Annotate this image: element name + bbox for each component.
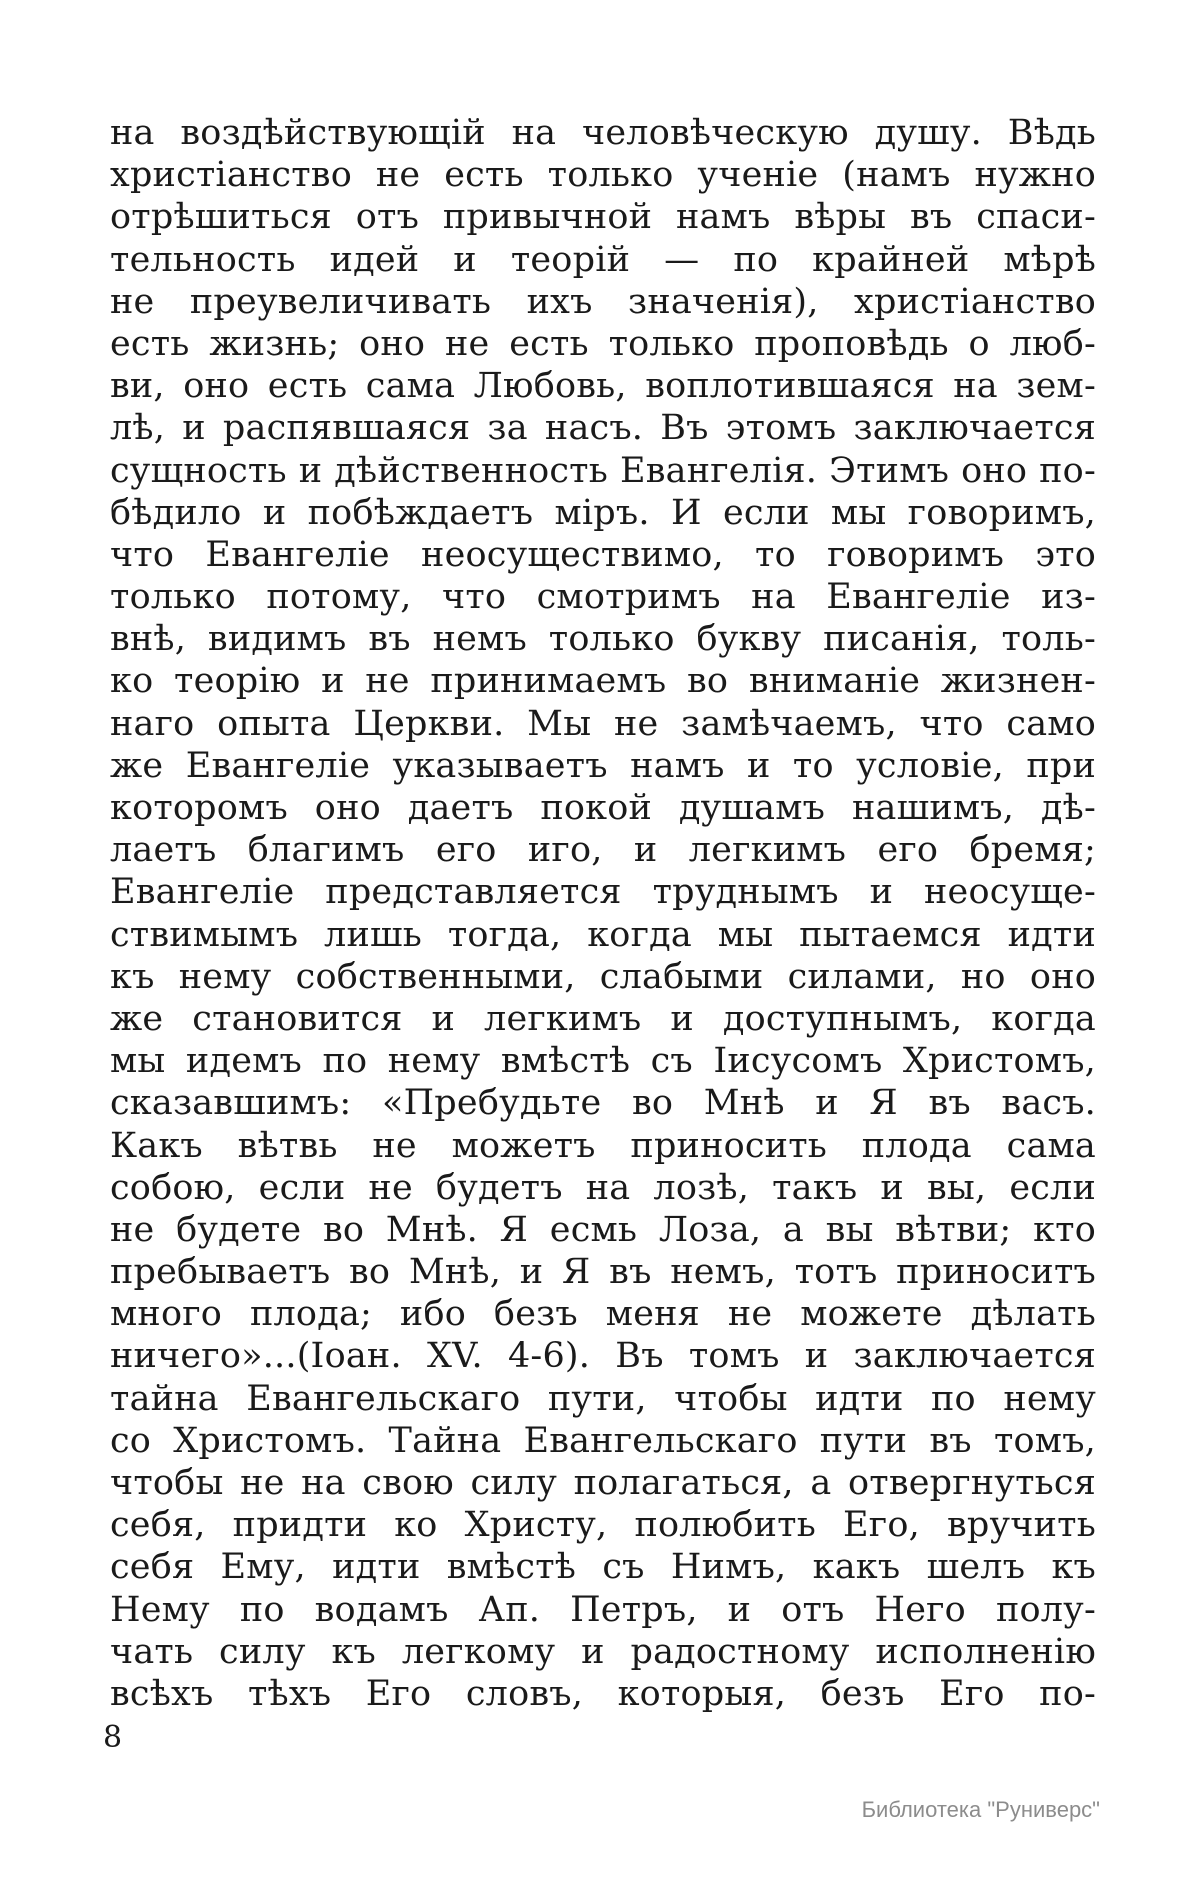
text-line: наго опыта Церкви. Мы не замѣчаемъ, что само — [110, 703, 1096, 744]
text-line: же Евангеліе указываетъ намъ и то условіе, при — [110, 745, 1096, 786]
text-line: ствимымъ лишь тогда, когда мы пытаемся идти — [110, 914, 1096, 955]
text-line: христіанство не есть только ученіе (намъ нужно — [110, 155, 1096, 196]
text-line: ничего»...(Іоан. XV. 4-6). Въ томъ и заключается — [110, 1336, 1096, 1377]
text-line: пребываетъ во Мнѣ, и Я въ немъ, тотъ приноситъ — [110, 1252, 1096, 1293]
text-line: отрѣшиться отъ привычной намъ вѣры въ спаси- — [110, 197, 1096, 238]
text-line: Какъ вѣтвь не можетъ приносить плода сама — [110, 1125, 1096, 1166]
text-line: къ нему собственными, слабыми силами, но оно — [110, 956, 1096, 997]
text-line: себя Ему, идти вмѣстѣ съ Нимъ, какъ шелъ къ — [110, 1547, 1096, 1588]
text-line: Нему по водамъ Ап. Петръ, и отъ Него полу- — [110, 1589, 1096, 1630]
text-line: есть жизнь; оно не есть только проповѣдь о люб- — [110, 323, 1096, 364]
text-line: внѣ, видимъ въ немъ только букву писанія, толь- — [110, 619, 1096, 660]
text-line: много плода; ибо безъ меня не можете дѣлать — [110, 1294, 1096, 1335]
text-line: которомъ оно даетъ покой душамъ нашимъ, дѣ- — [110, 788, 1096, 828]
text-line: со Христомъ. Тайна Евангельскаго пути въ томъ, — [110, 1420, 1096, 1461]
text-line: чтобы не на свою силу полагаться, а отвергнуться — [110, 1463, 1096, 1503]
text-line: сущность и дѣйственность Евангелія. Этимъ оно по- — [110, 450, 1096, 491]
page-number: 8 — [103, 1720, 123, 1755]
library-credit: Библиотека "Руниверс" — [861, 1797, 1100, 1822]
text-line: не будете во Мнѣ. Я есмь Лоза, а вы вѣтви; кто — [110, 1209, 1096, 1250]
text-line: собою, если не будетъ на лозѣ, такъ и вы, если — [110, 1167, 1096, 1208]
text-line: тельность идей и теорій — по крайней мѣрѣ — [110, 239, 1096, 280]
text-line: лаетъ благимъ его иго, и легкимъ его бремя; — [110, 830, 1096, 871]
text-line: ви, оно есть сама Любовь, воплотившаяся на зем- — [110, 366, 1096, 407]
text-line: лѣ, и распявшаяся за насъ. Въ этомъ заключается — [110, 408, 1096, 449]
text-line: всѣхъ тѣхъ Его словъ, которыя, безъ Его по- — [110, 1673, 1096, 1714]
text-line: сказавшимъ: «Пребудьте во Мнѣ и Я въ васъ. — [110, 1083, 1096, 1124]
text-line: ко теорію и не принимаемъ во вниманіе жизнен- — [110, 661, 1096, 702]
text-line: не преувеличивать ихъ значенія), христіанство — [110, 281, 1096, 322]
text-line: же становится и легкимъ и доступнымъ, когда — [110, 998, 1096, 1039]
text-line: себя, придти ко Христу, полюбить Его, вручить — [110, 1505, 1096, 1546]
text-line: что Евангеліе неосуществимо, то говоримъ это — [110, 534, 1096, 575]
text-line: на воздѣйствующій на человѣческую душу. Вѣдь — [110, 113, 1096, 153]
text-line: тайна Евангельскаго пути, чтобы идти по нему — [110, 1378, 1096, 1419]
body-text — [110, 112, 1096, 1715]
text-line: Евангеліе представляется труднымъ и неосуще- — [110, 872, 1096, 913]
text-line: чать силу къ легкому и радостному исполненію — [110, 1631, 1096, 1672]
text-line: только потому, что смотримъ на Евангеліе из- — [110, 577, 1096, 618]
text-line: бѣдило и побѣждаетъ міръ. И если мы говоримъ, — [110, 492, 1096, 533]
text-line: мы идемъ по нему вмѣстѣ съ Іисусомъ Христомъ, — [110, 1041, 1096, 1082]
